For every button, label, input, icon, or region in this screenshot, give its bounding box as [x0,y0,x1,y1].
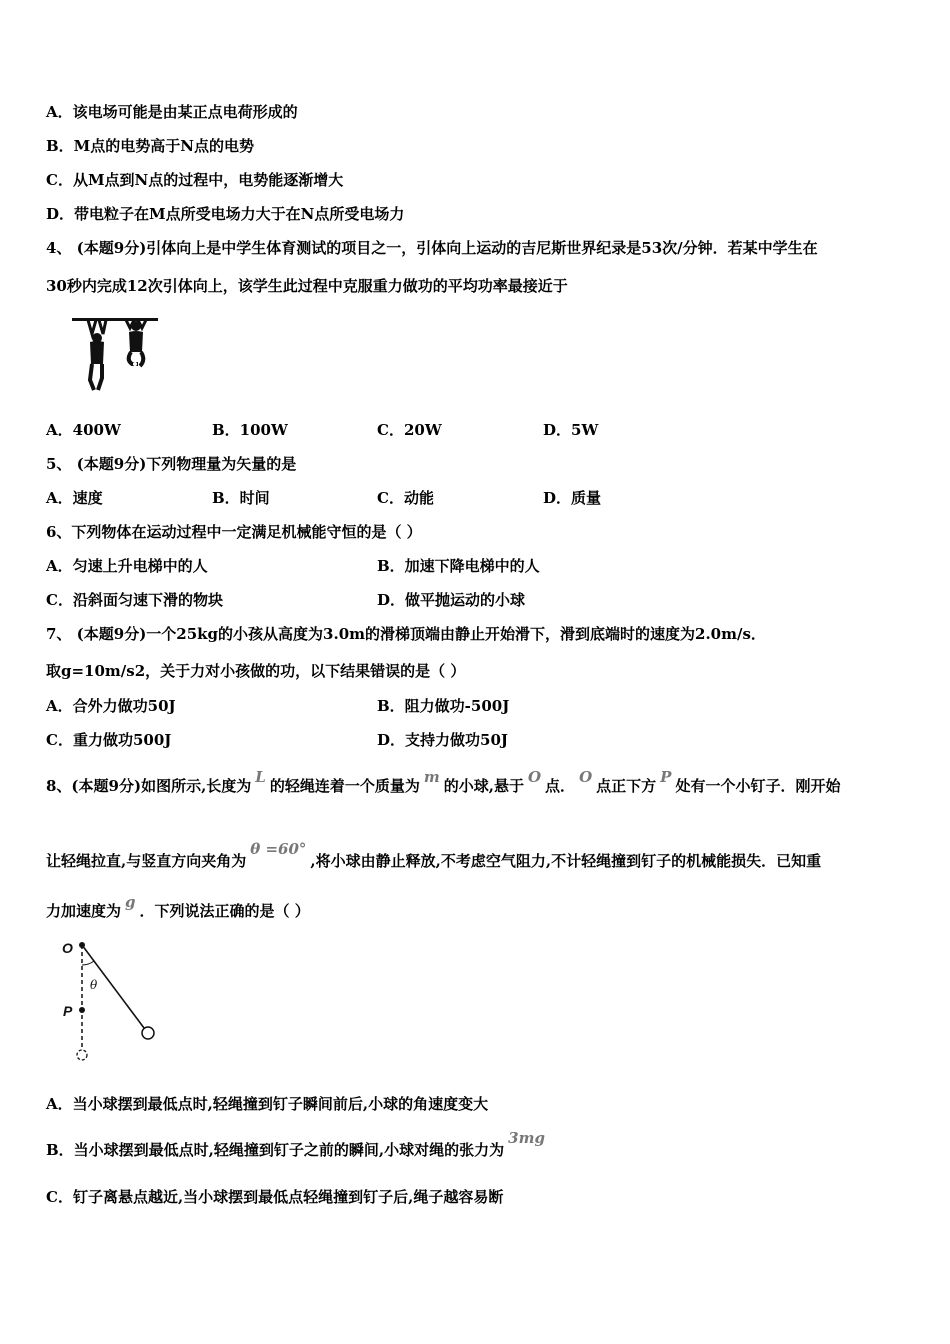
q4-option-b: B．100W [212,421,288,439]
q8-text: 处有一个小钉子．刚开始 [675,777,841,795]
q8-option-b-text: B．当小球摆到最低点时,轻绳撞到钉子之前的瞬间,小球对绳的张力为 [46,1141,505,1159]
q8-option-a: A．当小球摆到最低点时,轻绳撞到钉子瞬间前后,小球的角速度变大 [46,1095,489,1113]
pull-up-figure [72,312,162,394]
q8-option-b [46,1129,549,1160]
q8-stem-line3 [46,893,310,921]
q4-stem-line1: 4、 (本题9分)引体向上是中学生体育测试的项目之一，引体向上运动的吉尼斯世界纪录是53次/分钟．若某中学生在 [46,239,818,257]
q6-option-c: C．沿斜面匀速下滑的物块 [46,591,223,609]
q5-option-c: C．动能 [377,489,434,507]
q8-text: 的小球,悬于 [443,777,524,795]
q7-stem-line2: 取g=10m/s2，关于力对小孩做的功，以下结果错误的是（ ） [46,662,466,680]
angle-arc [82,961,94,965]
q8-text: 点． [545,777,576,795]
q4-option-a: A．400W [46,421,121,439]
q8-text: 力加速度为 [46,902,122,920]
q6-stem: 6、下列物体在运动过程中一定满足机械能守恒的是（ ） [46,523,422,541]
q7-option-a: A．合外力做功50J [46,697,176,715]
label-theta: θ [90,978,98,992]
q8-var-L: L [255,768,266,786]
q8-var-3mg: 3mg [508,1129,545,1147]
q6-option-d: D．做平抛运动的小球 [377,591,526,609]
label-P: P [63,1003,73,1019]
q5-option-b: B．时间 [212,489,270,507]
q8-option-c: C．钉子离悬点越近,当小球摆到最低点轻绳撞到钉子后,绳子越容易断 [46,1188,504,1206]
q3-option-d: D．带电粒子在M点所受电场力大于在N点所受电场力 [46,205,405,223]
q8-var-theta: θ =60° [250,840,307,858]
q5-stem: 5、 (本题9分)下列物理量为矢量的是 [46,455,297,473]
q4-stem-line2: 30秒内完成12次引体向上，该学生此过程中克服重力做功的平均功率最接近于 [46,277,568,295]
q8-var-g: g [125,893,136,911]
nail-P [79,1007,85,1013]
q8-var-O: O [527,768,542,786]
q3-option-b: B．M点的电势高于N点的电势 [46,137,254,155]
q3-option-a: A．该电场可能是由某正点电荷形成的 [46,103,298,121]
q8-var-P: P [660,768,672,786]
pendulum-figure [56,935,166,1065]
q4-option-d: D．5W [543,421,599,439]
q8-text: 点正下方 [596,777,657,795]
q6-option-a: A．匀速上升电梯中的人 [46,557,208,575]
q7-option-b: B．阻力做功-500J [377,697,510,715]
q6-option-b: B．加速下降电梯中的人 [377,557,540,575]
q7-option-d: D．支持力做功50J [377,731,508,749]
q3-option-c: C．从M点到N点的过程中，电势能逐渐增大 [46,171,344,189]
q8-text: ,将小球由静止释放,不考虑空气阻力,不计轻绳撞到钉子的机械能损失．已知重 [310,852,822,870]
q8-stem-line2 [46,840,822,871]
q8-var-m: m [423,768,440,786]
q8-var-O: O [579,768,593,786]
q7-stem-line1: 7、 (本题9分)一个25kg的小孩从高度为3.0m的滑梯顶端由静止开始滑下，滑到底端时的速度为2.0m/s． [46,625,766,643]
q8-text: 8、(本题9分)如图所示,长度为 [46,777,252,795]
q8-text: 让轻绳拉直,与竖直方向夹角为 [46,852,247,870]
ball [142,1027,154,1039]
lowest-ball-position [77,1050,87,1060]
q8-text: 的轻绳连着一个质量为 [269,777,420,795]
q7-option-c: C．重力做功500J [46,731,172,749]
q8-stem-line1 [46,768,841,796]
label-O: O [62,940,73,956]
pivot-O [79,942,85,948]
q5-option-d: D．质量 [543,489,602,507]
q4-option-c: C．20W [377,421,442,439]
q5-option-a: A．速度 [46,489,103,507]
q8-text: ．下列说法正确的是（ ） [139,902,310,920]
